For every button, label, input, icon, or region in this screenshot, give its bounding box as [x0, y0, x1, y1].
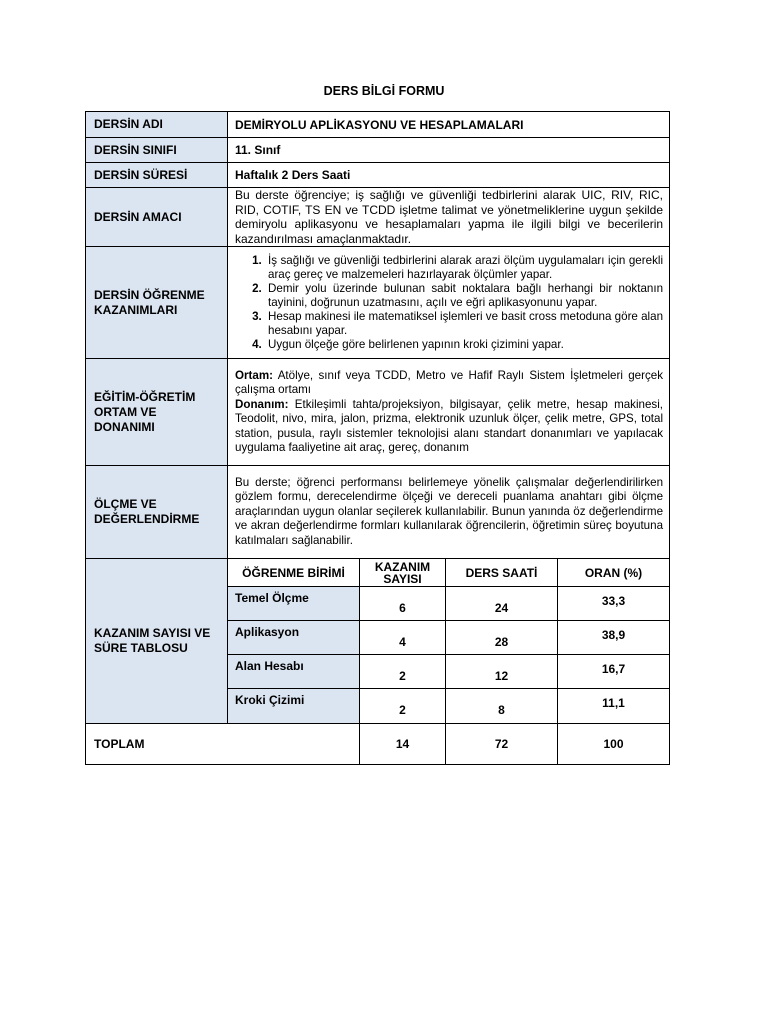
total-row	[86, 724, 670, 765]
course-info-table	[85, 111, 670, 765]
assessment-label: ÖLÇME VE DEĞERLENDİRME	[86, 466, 228, 559]
unit-outcome-count: 2	[360, 689, 446, 724]
environment-row	[86, 359, 670, 466]
unit-hours: 24	[446, 587, 558, 621]
unit-hours: 8	[446, 689, 558, 724]
learning-outcomes-list	[235, 254, 663, 352]
unit-name: Temel Ölçme	[228, 587, 360, 621]
outcome-item: 4. Uygun ölçeğe göre belirlenen yapının kroki çizimini yapar.	[265, 338, 663, 352]
assessment-row	[86, 466, 670, 559]
header-ratio: ORAN (%)	[558, 559, 670, 587]
course-class-value: 11. Sınıf	[228, 138, 670, 163]
total-ratio: 100	[558, 724, 670, 765]
unit-name: Kroki Çizimi	[228, 689, 360, 724]
environment-setting	[235, 369, 663, 398]
distribution-header-row	[86, 559, 670, 587]
unit-outcome-count: 2	[360, 655, 446, 689]
unit-name: Alan Hesabı	[228, 655, 360, 689]
header-learning-unit: ÖĞRENME BİRİMİ	[228, 559, 360, 587]
equipment-label: Donanım:	[235, 397, 289, 411]
page-title: DERS BİLGİ FORMU	[323, 84, 445, 98]
course-duration-row	[86, 163, 670, 188]
total-label: TOPLAM	[86, 724, 360, 765]
learning-outcomes-label: DERSİN ÖĞRENME KAZANIMLARI	[86, 247, 228, 359]
outcome-item: 3. Hesap makinesi ile matematiksel işlemleri ve basit cross metoduna göre alan hesabını yapar.	[265, 310, 663, 338]
course-duration-label: DERSİN SÜRESİ	[86, 163, 228, 188]
total-outcome-count: 14	[360, 724, 446, 765]
course-duration-value: Haftalık 2 Ders Saati	[228, 163, 670, 188]
learning-outcomes-row	[86, 247, 670, 359]
unit-ratio: 38,9	[558, 621, 670, 655]
unit-ratio: 33,3	[558, 587, 670, 621]
unit-ratio: 16,7	[558, 655, 670, 689]
equipment-text: Etkileşimli tahta/projeksiyon, bilgisayar, çelik metre, hesap makinesi, Teodolit, nivo, mira, jalon, prizma, elektronik uzunluk ölçer, çelik metre, GPS, total station, pusula, raylı sistemler teknolojisi alanı standart donanımları ve yapılacak uygulama faaliyetine ait araç, gereç, donanım	[235, 397, 664, 454]
unit-outcome-count: 4	[360, 621, 446, 655]
outcome-item: 1. İş sağlığı ve güvenliği tedbirlerini alarak arazi ölçüm uygulamaları için gerekli araç gereç ve malzemeleri hazırlayarak ölçümler yapar.	[265, 254, 663, 282]
environment-label: EĞİTİM-ÖĞRETİM ORTAM VE DONANIMI	[86, 359, 228, 466]
unit-ratio: 11,1	[558, 689, 670, 724]
environment-equipment	[235, 398, 663, 456]
environment-cell	[228, 359, 670, 466]
unit-hours: 12	[446, 655, 558, 689]
outcome-item: 2. Demir yolu üzerinde bulunan sabit noktalara bağlı herhangi bir noktanın tayinini, doğrunun uzatmasını, açılı ve eğri aplikasyonunu yapar.	[265, 282, 663, 310]
course-name-value: DEMİRYOLU APLİKASYONU VE HESAPLAMALARI	[228, 112, 670, 138]
unit-name: Aplikasyon	[228, 621, 360, 655]
assessment-value: Bu derste; öğrenci performansı belirlemeye yönelik çalışmalar değerlendirilirken gözlem formu, derecelendirme ölçeği ve dereceli puanlama anahtarı gibi ölçme araçlarından uygun olanlar seçilerek kullanılabilir. Bunun yanında öz değerlendirme ve akran değerlendirme formları kullanılarak öğrencilerin, öğretimin süreç boyutuna katılmaları sağlanabilir.	[228, 466, 670, 559]
course-class-label: DERSİN SINIFI	[86, 138, 228, 163]
course-class-row	[86, 138, 670, 163]
learning-outcomes-cell	[228, 247, 670, 359]
unit-hours: 28	[446, 621, 558, 655]
header-outcome-count: KAZANIM SAYISI	[360, 559, 446, 587]
total-hours: 72	[446, 724, 558, 765]
header-lesson-hours: DERS SAATİ	[446, 559, 558, 587]
setting-text: Atölye, sınıf veya TCDD, Metro ve Hafif Raylı Sistem İşletmeleri gerçek çalışma ortamı	[235, 368, 664, 396]
distribution-label: KAZANIM SAYISI VE SÜRE TABLOSU	[86, 559, 228, 724]
unit-outcome-count: 6	[360, 587, 446, 621]
course-aim-row	[86, 188, 670, 247]
course-name-row	[86, 112, 670, 138]
setting-label: Ortam:	[235, 368, 274, 382]
course-name-label: DERSİN ADI	[86, 112, 228, 138]
course-aim-label: DERSİN AMACI	[86, 188, 228, 247]
course-aim-value: Bu derste öğrenciye; iş sağlığı ve güvenliği tedbirlerini alarak UIC, RIV, RIC, RID, COTIF, TS EN ve TCDD işletme talimat ve yönetmeliklerine uygun şekilde demiryolu aplikasyonu ve hesaplamaları yapma ile ilgili bilgi ve becerilerin kazandırılması amaçlanmaktadır.	[228, 188, 670, 247]
